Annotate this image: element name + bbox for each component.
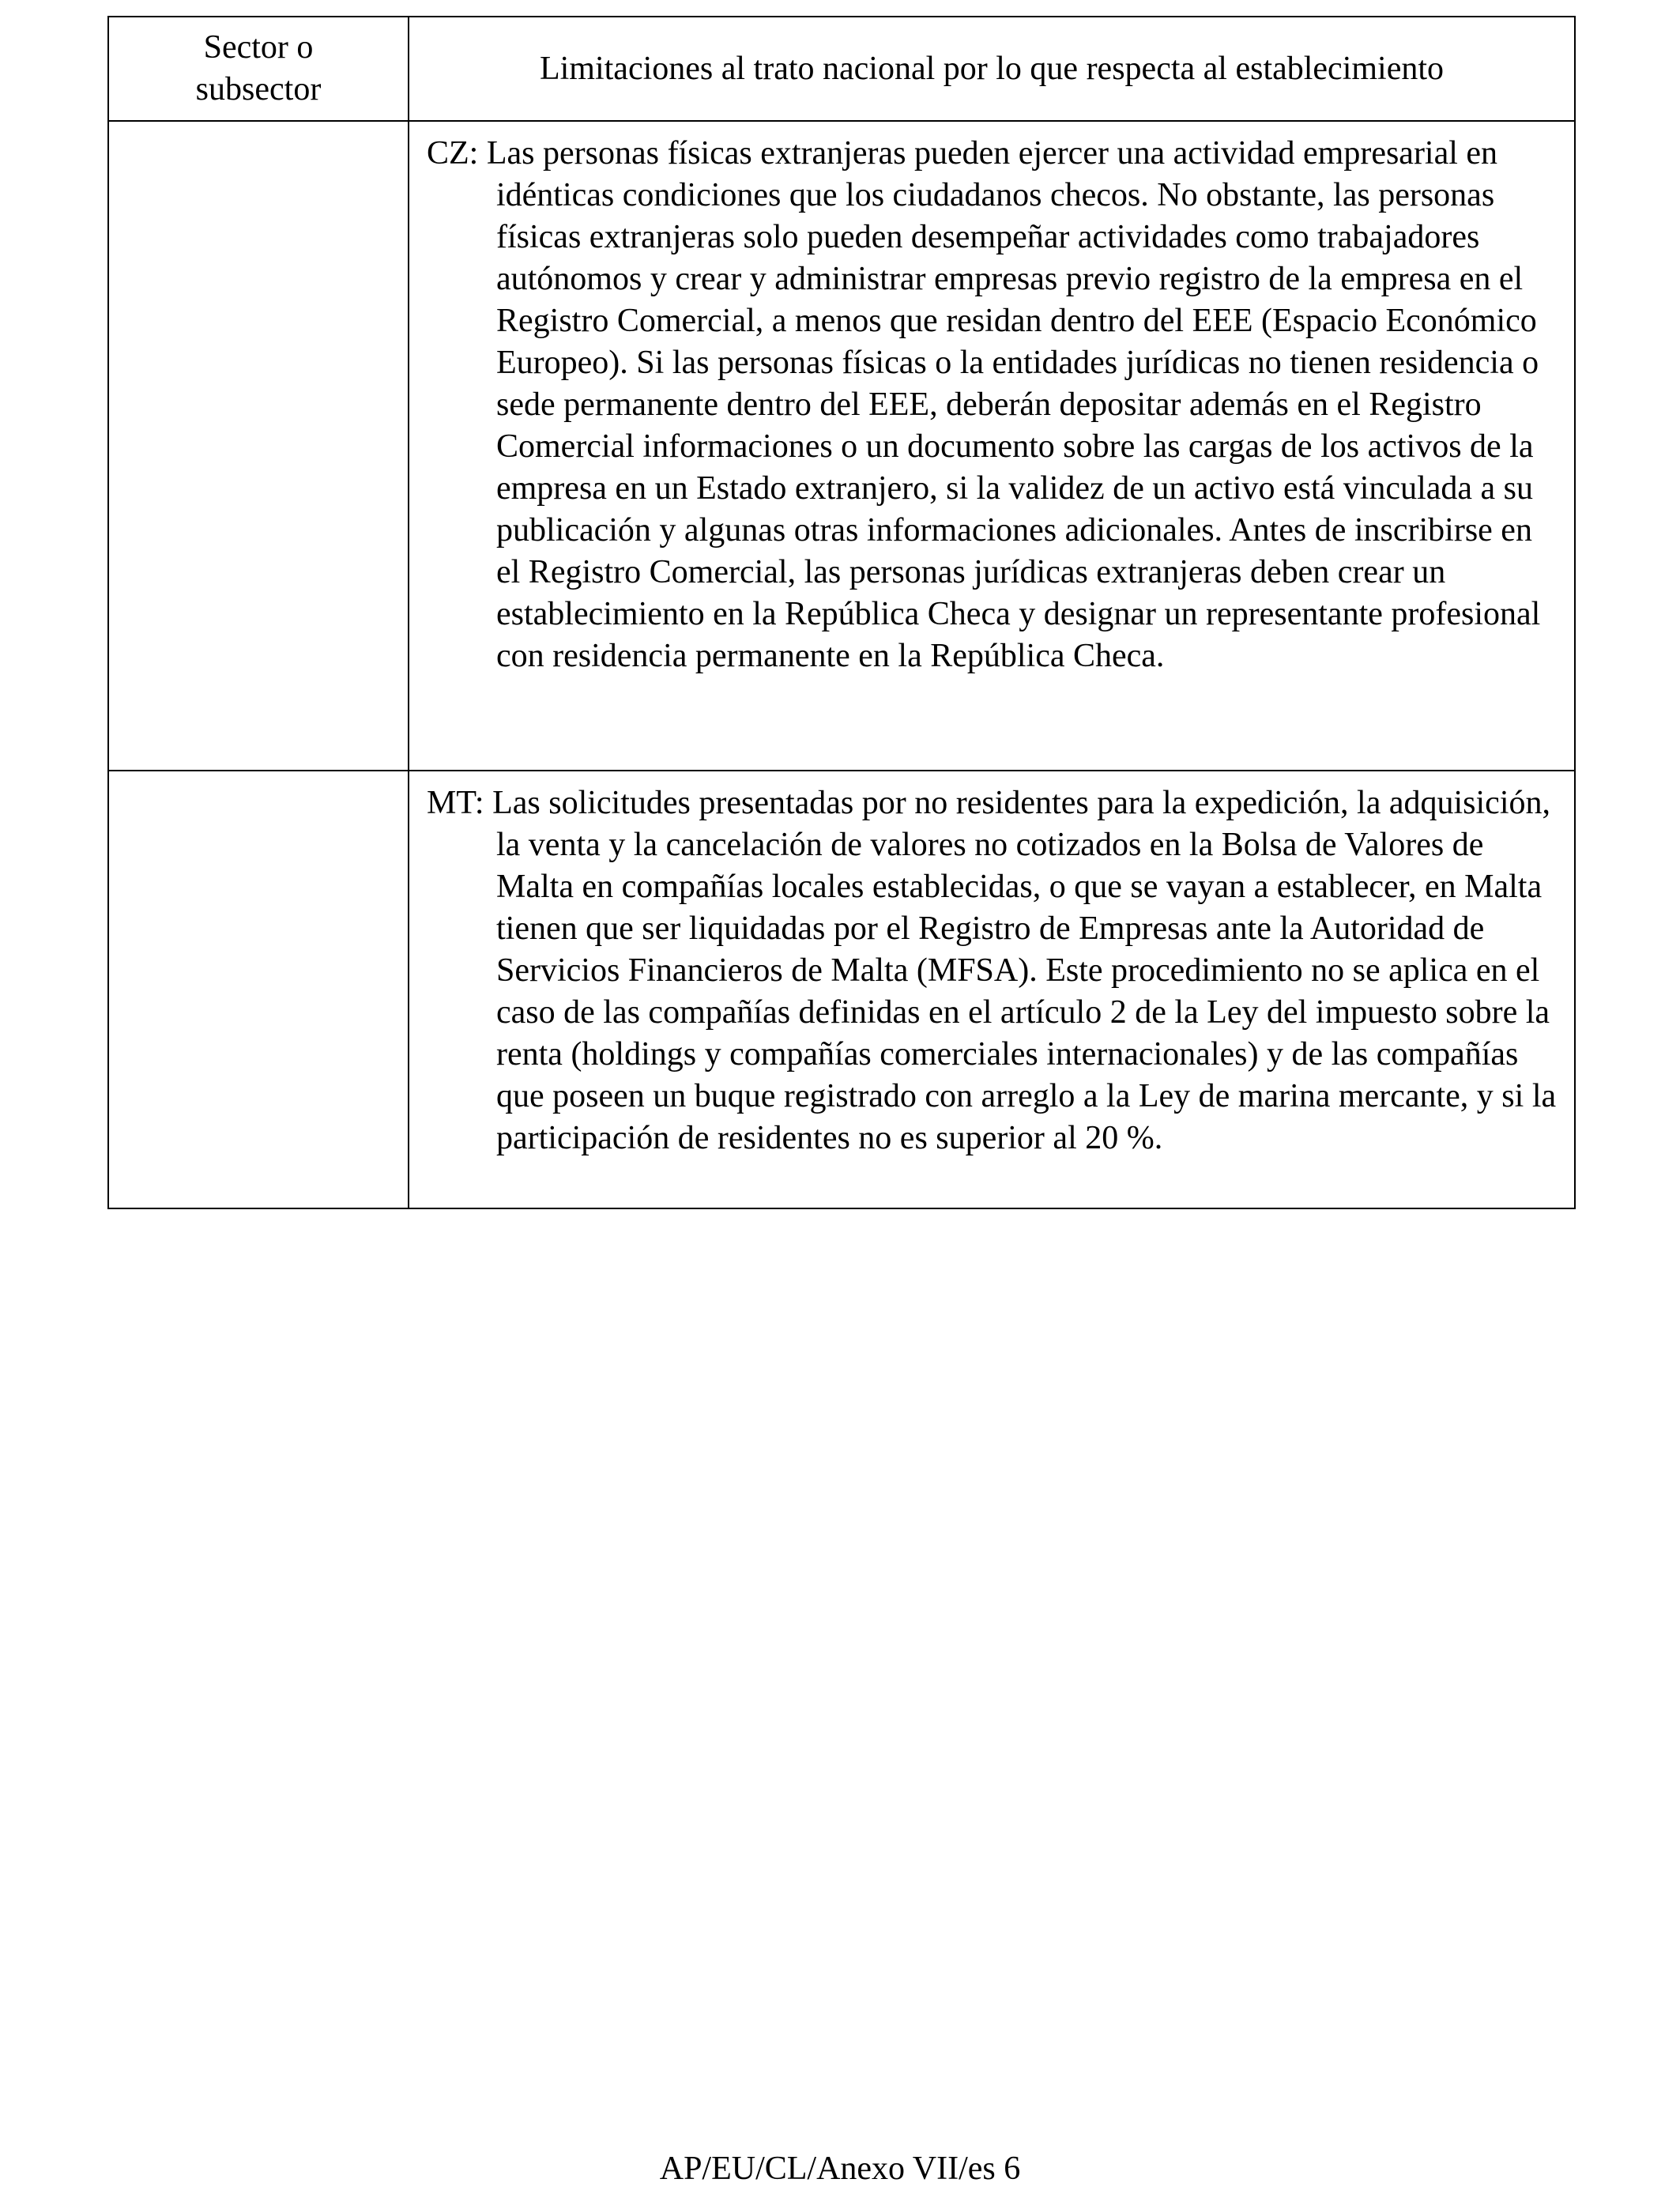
table-header-row [108,17,1575,121]
limitations-table [107,16,1576,1209]
limitations-column-header [409,17,1575,121]
sector-header-label: Sector o subsector [195,29,322,107]
limitation-cell [409,121,1575,771]
limitations-header-label: Limitaciones al trato nacional por lo que respecta al establecimiento [539,50,1445,87]
limitation-cell [409,771,1575,1208]
sector-column-header [108,17,409,121]
limitation-text-cz: CZ: Las personas físicas extranjeras pueden ejercer una actividad empresarial en idénticas condiciones que los ciudadanos checos. No obstante, las personas físicas extranjeras solo pueden desempeñar actividades como trabajadores autónomos y crear y administrar empresas previo registro de la empresa en el Registro Comercial, a menos que residan dentro del EEE (Espacio Económico Europeo). Si las personas físicas o la entidades jurídicas no tienen residencia o sede permanente dentro del EEE, deberán depositar además en el Registro Comercial informaciones o un documento sobre las cargas de los activos de la empresa en un Estado extranjero, si la validez de un activo está vinculada a su publicación y algunas otras informaciones adicionales. Antes de inscribirse en el Registro Comercial, las personas jurídicas extranjeras deben crear un establecimiento en la República Checa y designar un representante profesional con residencia permanente en la República Checa. [427,135,1541,674]
sector-cell [108,771,409,1208]
table-row [108,121,1575,771]
table-row [108,771,1575,1208]
page-footer-reference: AP/EU/CL/Anexo VII/es 6 [659,2151,1021,2187]
sector-cell [108,121,409,771]
limitation-text-mt: MT: Las solicitudes presentadas por no residentes para la expedición, la adquisición, la venta y la cancelación de valores no cotizados en la Bolsa de Valores de Malta en compañías locales establecidas, o que se vayan a establecer, en Malta tienen que ser liquidadas por el Registro de Empresas ante la Autoridad de Servicios Financieros de Malta (MFSA). Este procedimiento no se aplica en el caso de las compañías definidas en el artículo 2 de la Ley del impuesto sobre la renta (holdings y compañías comerciales internacionales) y de las compañías que poseen un buque registrado con arreglo a la Ley de marina mercante, y si la participación de residentes no es superior al 20 %. [427,785,1557,1156]
